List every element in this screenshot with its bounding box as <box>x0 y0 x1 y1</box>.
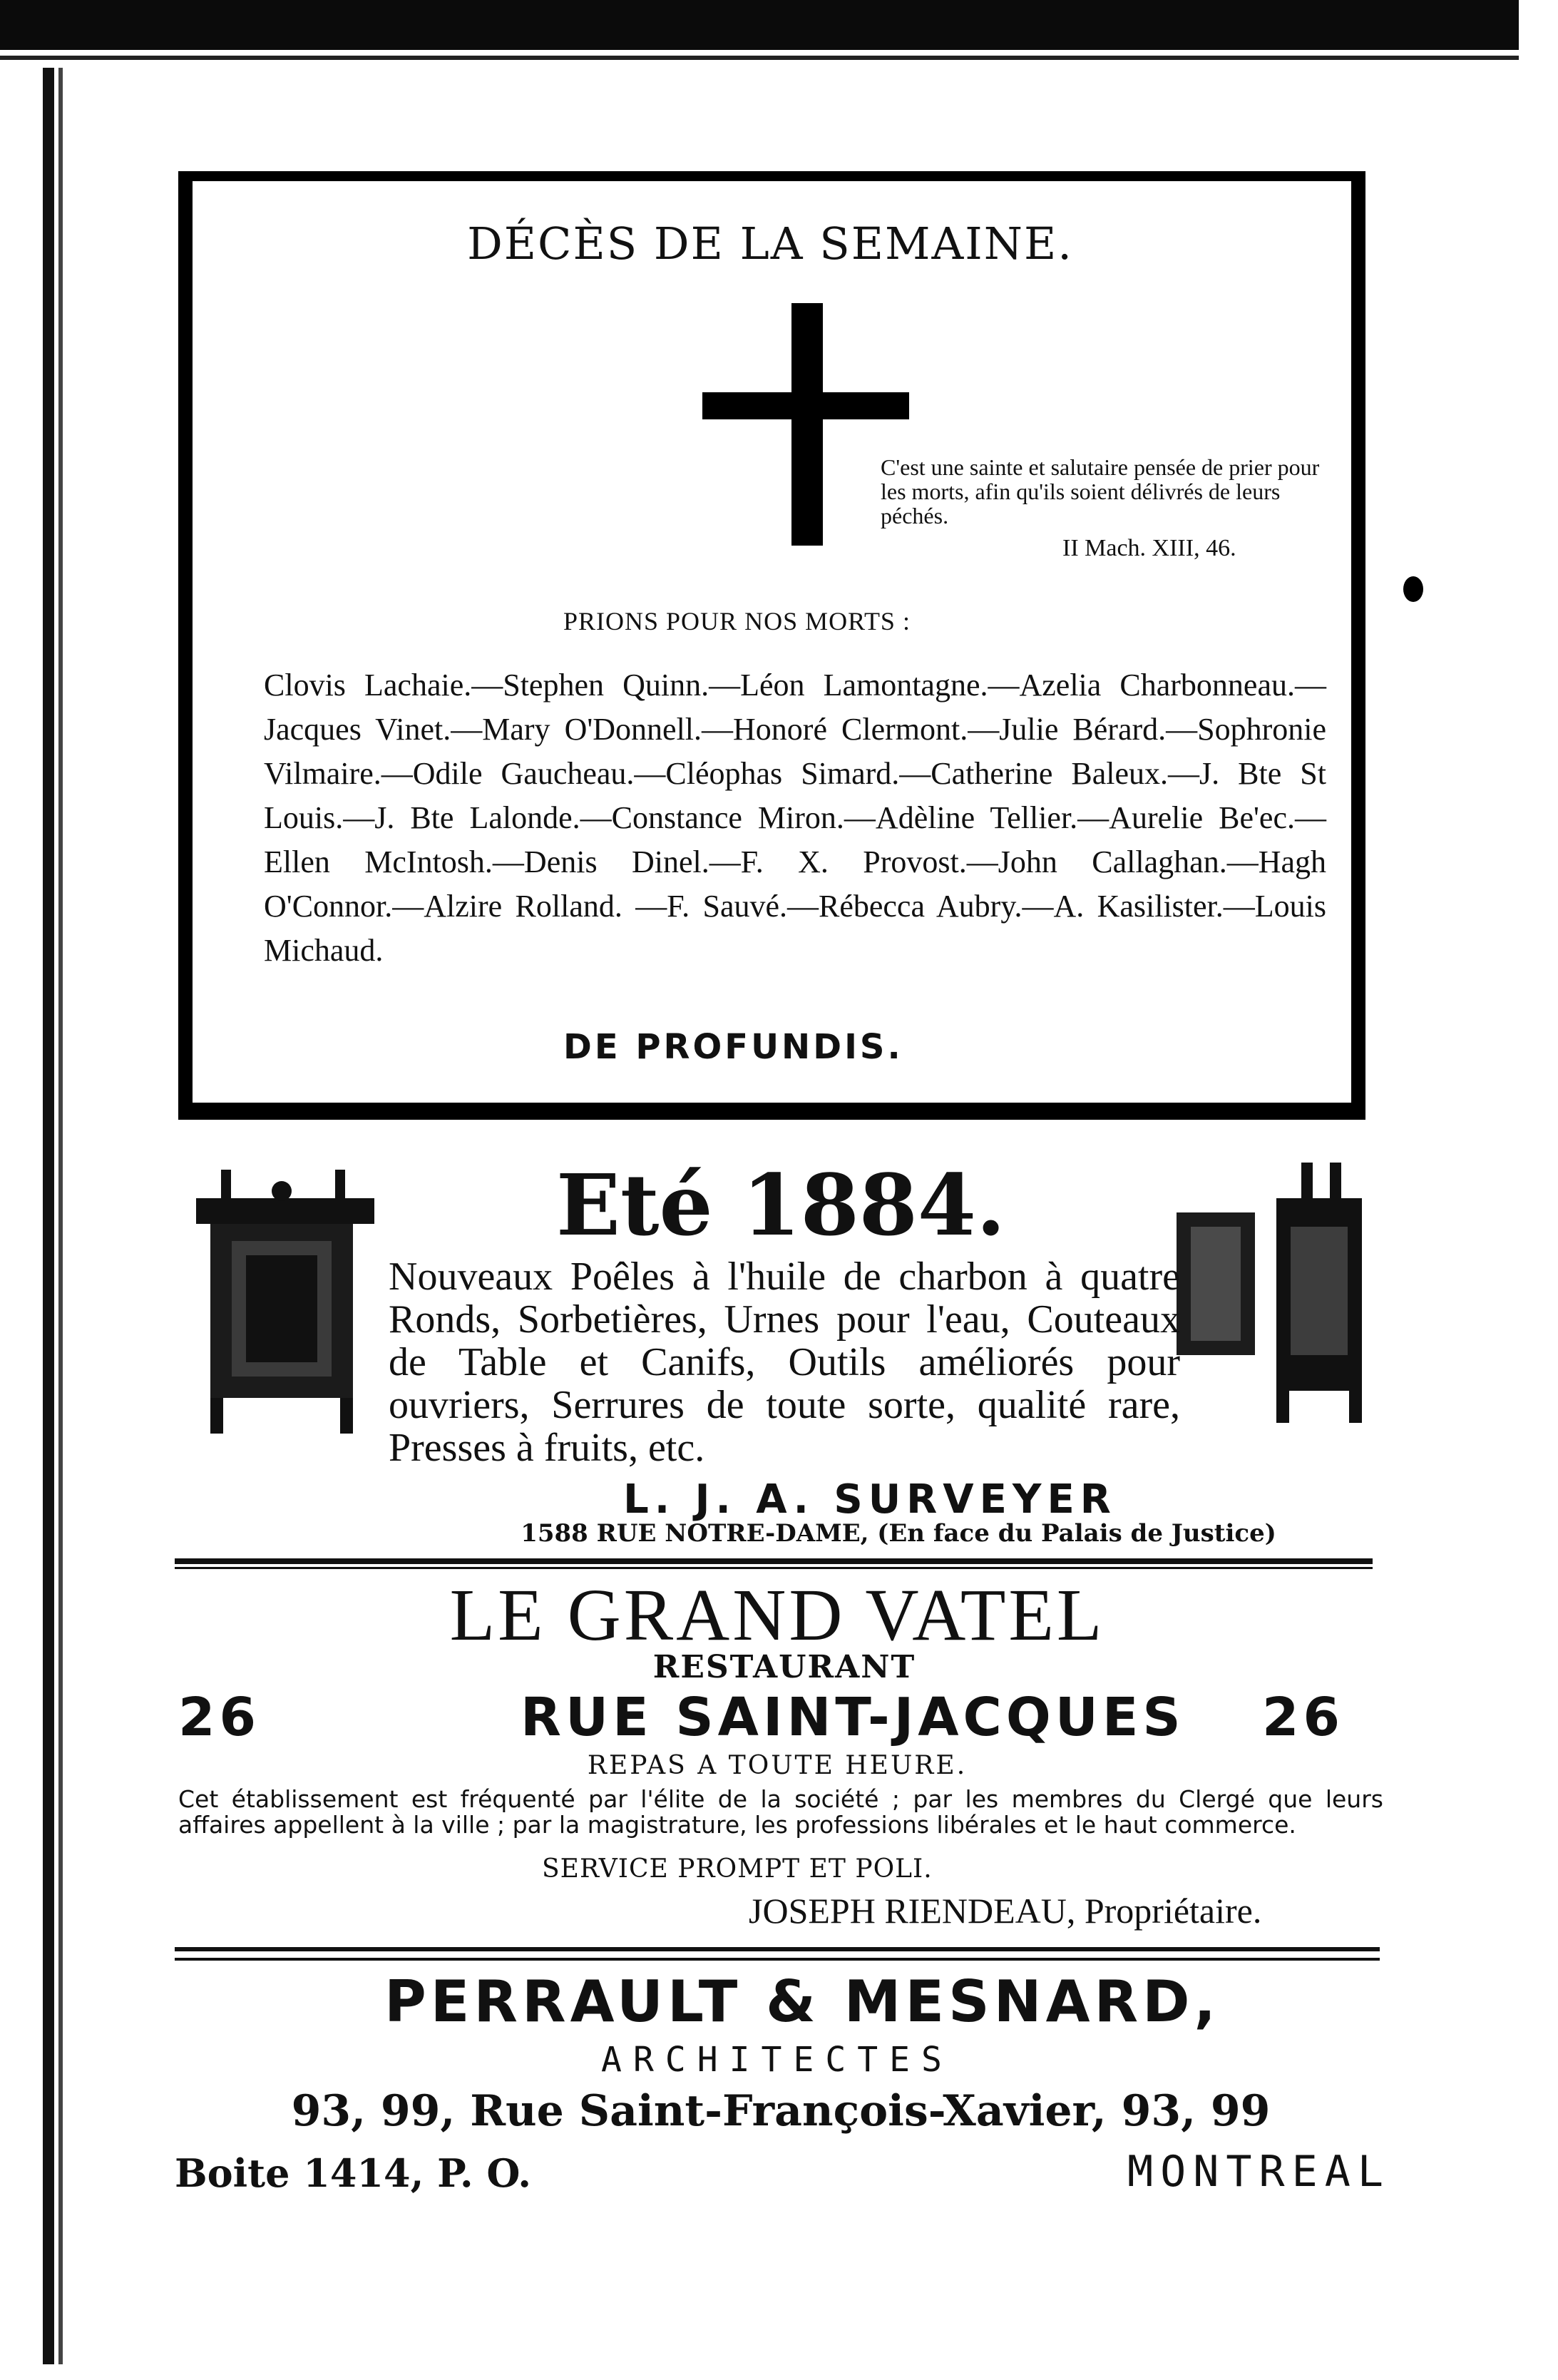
surveyer-ad-text: Nouveaux Poêles à l'huile de charbon à quatre Ronds, Sorbetières, Urnes pour l'eau, Couteaux de Table et Canifs, Outils améliorés pour ouvriers, Serrures de toute sorte, qualité rare, Presses à fruits, etc. <box>389 1255 1180 1470</box>
vatel-ad-subtitle: RESTAURANT <box>652 1649 916 1685</box>
surveyer-ad-title: Eté 1884. <box>556 1155 1006 1255</box>
ink-blot <box>1403 576 1423 602</box>
obituary-heading: DÉCÈS DE LA SEMAINE. <box>467 218 1073 270</box>
scan-top-border <box>0 0 1519 50</box>
obituary-prayer-heading: PRIONS POUR NOS MORTS : <box>563 607 911 635</box>
vatel-address-street: RUE SAINT-JACQUES <box>521 1687 1185 1748</box>
divider-rule <box>175 1947 1380 1951</box>
stove-right-icon <box>1169 1155 1383 1426</box>
divider-rule-thin <box>175 1958 1380 1961</box>
vatel-ad-meals: REPAS A TOUTE HEURE. <box>587 1751 968 1780</box>
perrault-ad-city: MONTREAL <box>1127 2147 1390 2197</box>
perrault-ad-profession: ARCHITECTES <box>601 2040 953 2080</box>
vatel-address-number-right: 26 <box>1262 1687 1344 1748</box>
vatel-ad-owner: JOSEPH RIENDEAU, Propriétaire. <box>749 1891 1262 1931</box>
obituary-names-list: Clovis Lachaie.—Stephen Quinn.—Léon Lamontagne.—Azelia Charbonneau.—Jacques Vinet.—Mary O'Donnell.—Honoré Clermont.—Julie Bérard.—Sophronie Vilmaire.—Odile Gaucheau.—Cléophas Simard.—Catherine Baleux.—J. Bte St Louis.—J. Bte Lalonde.—Constance Miron.—Adèline Tellier.—Aurelie Be'ec.—Ellen McIntosh.—Denis Dinel.—F. X. Provost.—John Callaghan.—Hagh O'Connor.—Alzire Rolland. —F. Sauvé.—Rébecca Aubry.—A. Kasilister.—Louis Michaud. <box>264 668 1326 968</box>
cross-icon-horizontal <box>702 392 909 419</box>
vatel-ad-description: Cet établissement est fréquenté par l'élite de la société ; par les membres du Clergé que leurs affaires appellent à la ville ; par la magistrature, les professions libérales et le haut commerce. <box>178 1785 1383 1839</box>
perrault-ad-box: Boite 1414, P. O. <box>175 2150 532 2196</box>
vatel-address-number-left: 26 <box>178 1687 260 1748</box>
divider-rule <box>175 1558 1373 1564</box>
stove-right-illustration <box>1169 1155 1383 1426</box>
divider-rule-thin <box>175 1567 1373 1569</box>
stove-left-illustration <box>182 1170 389 1441</box>
scan-left-rule <box>58 68 63 2364</box>
surveyer-ad-name: L. J. A. SURVEYER <box>623 1476 1117 1523</box>
scan-left-border <box>43 68 54 2364</box>
scan-top-rule <box>0 56 1519 60</box>
obituary-closing: DE PROFUNDIS. <box>563 1027 903 1067</box>
perrault-ad-address: 93, 99, Rue Saint-François-Xavier, 93, 99 <box>291 2086 1271 2136</box>
obituary-frame <box>178 171 1365 1120</box>
vatel-ad-title: LE GRAND VATEL <box>449 1574 1105 1656</box>
cross-icon-vertical <box>791 303 823 546</box>
surveyer-ad-address: 1588 RUE NOTRE-DAME, (En face du Palais de Justice) <box>521 1519 1276 1548</box>
obituary-quote-reference: II Mach. XIII, 46. <box>1062 535 1236 561</box>
obituary-quote: C'est une sainte et salutaire pensée de prier pour les morts, afin qu'ils soient délivrés de leurs péchés. <box>881 454 1320 528</box>
vatel-ad-service: SERVICE PROMPT ET POLI. <box>542 1854 933 1884</box>
perrault-ad-name: PERRAULT & MESNARD, <box>384 1968 1220 2035</box>
stove-left-icon <box>182 1170 389 1441</box>
